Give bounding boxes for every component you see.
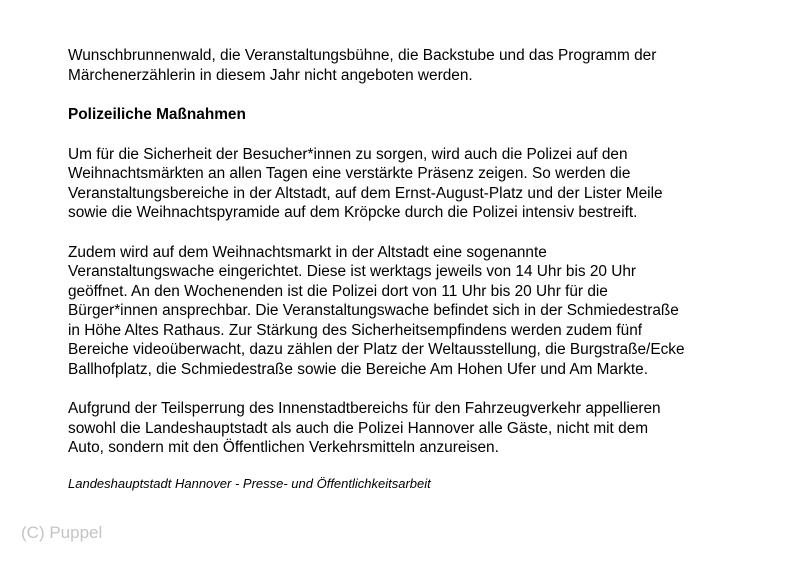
text-line: Weihnachtsmärkten an allen Tagen eine verstärkte Präsenz zeigen. So werden die [68,165,631,182]
text-line: Bürger*innen ansprechbar. Die Veranstaltungswache befindet sich in der Schmiedestraße [68,302,679,319]
text-line: Auto, sondern mit den Öffentlichen Verkehrsmitteln anzureisen. [68,439,499,456]
copyright-watermark: (C) Puppel [21,523,103,542]
text-line: Aufgrund der Teilsperrung des Innenstadtbereichs für den Fahrzeugverkehr appellieren [68,400,661,417]
text-line: Wunschbrunnenwald, die Veranstaltungsbühne, die Backstube und das Programm der [68,47,657,64]
text-line: Bereiche videoüberwacht, dazu zählen der Platz der Weltausstellung, die Burgstraße/Ecke [68,341,685,358]
paragraph-police-presence [68,145,768,223]
text-line: geöffnet. An den Wochenenden ist die Polizei dort von 11 Uhr bis 20 Uhr für die [68,282,608,300]
text-line: sowie die Weihnachtspyramide auf dem Kröpcke durch die Polizei intensiv bestreift. [68,204,638,221]
section-heading: Polizeiliche Maßnahmen [68,106,246,123]
text-line: Ballhofplatz, die Schmiedestraße sowie die Bereiche Am Hohen Ufer und Am Markte. [68,360,648,378]
text-line: Veranstaltungsbereiche in der Altstadt, auf dem Ernst-August-Platz und der Lister Meile [68,184,663,202]
document-body [68,46,768,492]
intro-paragraph [68,46,768,85]
text-line: Um für die Sicherheit der Besucher*innen zu sorgen, wird auch die Polizei auf den [68,145,628,163]
footer-source: Landeshauptstadt Hannover - Presse- und Öffentlichkeitsarbeit [68,475,431,491]
paragraph-traffic-appeal [68,399,768,458]
text-line: Zudem wird auf dem Weihnachtsmarkt in der Altstadt eine sogenannte [68,243,547,261]
text-line: Veranstaltungswache eingerichtet. Diese ist werktags jeweils von 14 Uhr bis 20 Uhr [68,263,637,280]
text-line: Märchenerzählerin in diesem Jahr nicht angeboten werden. [68,66,473,84]
text-line: in Höhe Altes Rathaus. Zur Stärkung des Sicherheitsempfindens werden zudem fünf [68,321,643,339]
text-line: sowohl die Landeshauptstadt als auch die Polizei Hannover alle Gäste, nicht mit dem [68,419,649,437]
paragraph-event-guard [68,243,768,380]
